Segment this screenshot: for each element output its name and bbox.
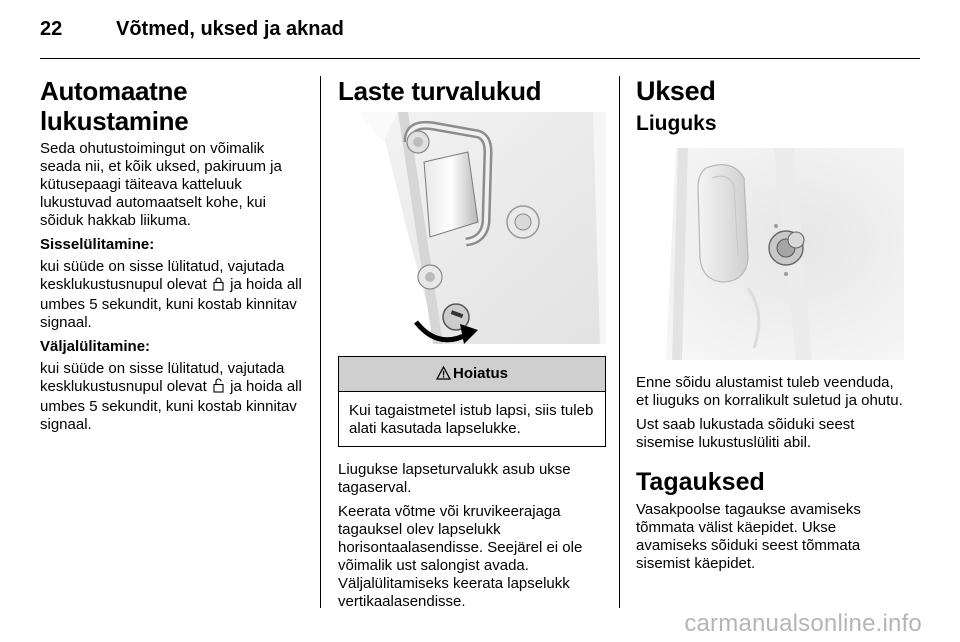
column-divider-1 [320,76,321,608]
sliding-door-heading: Liuguks [636,112,717,135]
deactivation-text-b: ja hoida all umbes 5 sekundit, kuni kostab kinnitav signaal. [40,378,302,433]
page-number: 22 [40,18,63,40]
deactivation-text-a: kui süüde on sisse lülitatud, vajutada kesklukustusnupul olevat [40,360,285,395]
child-lock-para-1: Liugukse lapseturvalukk asub ukse tagaserval. [338,461,571,496]
warning-text: Kui tagaistmetel istub lapsi, siis tuleb alati kasutada lapselukke. [349,402,594,437]
activation-label: Sisselülitamine: [40,236,155,253]
lock-button-icon [213,277,224,296]
column-child-locks [338,70,606,617]
deactivation-text [40,360,308,434]
warning-triangle-icon [436,366,451,384]
header-rule [40,58,920,59]
sliding-door-illustration [636,148,904,360]
child-locks-heading: Laste turvalukud [338,76,542,106]
column-divider-2 [619,76,620,608]
warning-title-bar [339,357,605,392]
column-doors [636,70,904,579]
deactivation-label: Väljalülitamine: [40,338,151,355]
child-lock-illustration [338,112,606,344]
activation-text-a: kui süüde on sisse lülitatud, vajutada kesklukustusnupul olevat [40,258,285,293]
child-lock-para-3: Väljalülitamiseks keerata lapselukk vertikaalasendisse. [338,575,570,610]
sliding-door-para-2: Ust saab lukustada sõiduki seest sisemise lukustuslüliti abil. [636,416,855,451]
chapter-title: Võtmed, uksed ja aknad [116,18,344,40]
activation-text-b: ja hoida all umbes 5 sekundit, kuni kostab kinnitav signaal. [40,276,302,331]
automatic-locking-intro: Seda ohutustoimingut on võimalik seada nii, et kõik uksed, pakiruum ja kütusepaagi täiteava katteluuk lukustuvad automaatselt kohe, kui sõiduk hakkab liikuma. [40,140,282,229]
doors-heading: Uksed [636,76,716,106]
watermark: carmanualsonline.info [684,610,922,637]
rear-doors-para: Vasakpoolse tagaukse avamiseks tõmmata välist käepidet. Ukse avamiseks sõiduki seest tõmmata sisemist käepidet. [636,501,861,572]
unlock-button-icon [213,378,224,398]
column-automatic-locking [40,70,308,440]
activation-text [40,258,308,332]
warning-box [338,356,606,447]
sliding-door-para-1: Enne sõidu alustamist tuleb veenduda, et liuguks on korralikult suletud ja ohutu. [636,374,903,409]
child-lock-para-2: Keerata võtme või kruvikeerajaga tagauksel olev lapselukk horisontaalasendisse. Seejärel ei ole võimalik ust salongist avada. [338,503,583,574]
automatic-locking-heading: Automaatne lukustamine [40,76,189,136]
rear-doors-heading: Tagauksed [636,468,765,496]
warning-title: Hoiatus [452,365,508,382]
page-header [40,18,344,41]
